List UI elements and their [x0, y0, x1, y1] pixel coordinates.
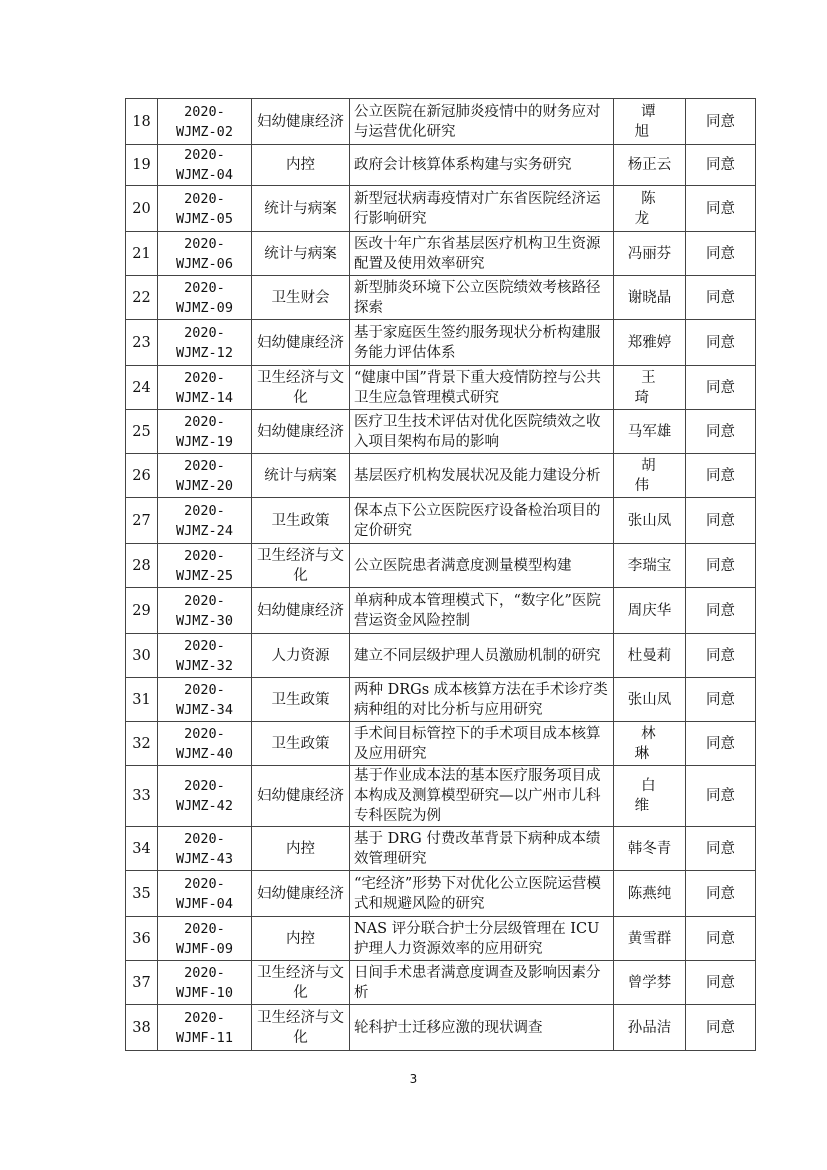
- review-result: 同意: [686, 366, 756, 410]
- review-result: 同意: [686, 276, 756, 320]
- page-number: 3: [409, 1072, 418, 1086]
- project-title: 基于作业成本法的基本医疗服务项目成本构成及测算模型研究—以广州市儿科专科医院为例: [350, 766, 614, 827]
- project-code: [158, 276, 252, 320]
- project-code-line: 2020-: [184, 235, 225, 252]
- project-code: [158, 871, 252, 917]
- project-title: 政府会计核算体系构建与实务研究: [350, 145, 614, 186]
- project-category: 卫生政策: [252, 498, 350, 544]
- project-title: 医疗卫生技术评估对优化医院绩效之收入项目架构布局的影响: [350, 410, 614, 454]
- project-title: 公立医院在新冠肺炎疫情中的财务应对与运营优化研究: [350, 99, 614, 145]
- project-title: 公立医院患者满意度测量模型构建: [350, 544, 614, 588]
- project-code-line: 2020-: [184, 369, 225, 386]
- project-category: 妇幼健康经济: [252, 320, 350, 366]
- review-result: 同意: [686, 1005, 756, 1051]
- table-row: [126, 99, 756, 145]
- project-code: [158, 544, 252, 588]
- review-result: 同意: [686, 678, 756, 722]
- project-code-line: 2020-: [184, 681, 225, 698]
- project-title: 基于 DRG 付费改革背景下病种成本绩效管理研究: [350, 827, 614, 871]
- table-row: [126, 871, 756, 917]
- project-code-line: WJMF-04: [176, 895, 233, 912]
- project-category: 卫生经济与文化: [252, 961, 350, 1005]
- table-row: [126, 186, 756, 232]
- project-code-line: 2020-: [184, 920, 225, 937]
- project-code-line: 2020-: [184, 830, 225, 847]
- project-code-line: 2020-: [184, 637, 225, 654]
- project-leader: 陈龙: [614, 186, 686, 232]
- project-category: 卫生经济与文化: [252, 544, 350, 588]
- project-leader: 陈燕纯: [614, 871, 686, 917]
- project-title: 基层医疗机构发展状况及能力建设分析: [350, 454, 614, 498]
- table-row: [126, 498, 756, 544]
- project-leader: 曾学棼: [614, 961, 686, 1005]
- project-code-line: 2020-: [184, 725, 225, 742]
- project-code-line: WJMZ-06: [176, 255, 233, 272]
- project-leader: 郑雅婷: [614, 320, 686, 366]
- project-code-line: 2020-: [184, 147, 225, 163]
- project-code: [158, 766, 252, 827]
- project-title: 保本点下公立医院医疗设备检治项目的定价研究: [350, 498, 614, 544]
- review-result: 同意: [686, 722, 756, 766]
- project-code-line: WJMZ-09: [176, 299, 233, 316]
- row-number: 37: [126, 961, 158, 1005]
- project-leader: 张山凤: [614, 678, 686, 722]
- table-row: [126, 366, 756, 410]
- project-code: [158, 1005, 252, 1051]
- row-number: 38: [126, 1005, 158, 1051]
- review-result: 同意: [686, 917, 756, 961]
- project-code-line: 2020-: [184, 190, 225, 207]
- project-category: 统计与病案: [252, 232, 350, 276]
- project-category: 卫生经济与文化: [252, 1005, 350, 1051]
- row-number: 28: [126, 544, 158, 588]
- row-number: 29: [126, 588, 158, 634]
- project-leader: 黄雪群: [614, 917, 686, 961]
- project-title: 医改十年广东省基层医疗机构卫生资源配置及使用效率研究: [350, 232, 614, 276]
- review-result: 同意: [686, 232, 756, 276]
- table-row: [126, 232, 756, 276]
- project-category: 妇幼健康经济: [252, 871, 350, 917]
- table-row: [126, 544, 756, 588]
- table-row: [126, 454, 756, 498]
- table-row: [126, 320, 756, 366]
- project-category: 妇幼健康经济: [252, 766, 350, 827]
- project-leader: 杜曼莉: [614, 634, 686, 678]
- project-leader: 白维: [614, 766, 686, 827]
- project-leader: 王琦: [614, 366, 686, 410]
- project-category: 内控: [252, 827, 350, 871]
- table-row: [126, 276, 756, 320]
- project-code-line: 2020-: [184, 103, 225, 120]
- project-category: 内控: [252, 145, 350, 186]
- project-code-line: 2020-: [184, 592, 225, 609]
- project-code-line: WJMZ-20: [176, 477, 233, 494]
- project-title: 两种 DRGs 成本核算方法在手术诊疗类病种组的对比分析与应用研究: [350, 678, 614, 722]
- project-code-line: WJMZ-05: [176, 210, 233, 227]
- project-code-line: WJMZ-04: [176, 167, 233, 183]
- row-number: 21: [126, 232, 158, 276]
- row-number: 31: [126, 678, 158, 722]
- table-body: [126, 99, 756, 1051]
- table-row: [126, 961, 756, 1005]
- project-code: [158, 454, 252, 498]
- project-code-line: WJMF-11: [176, 1029, 233, 1046]
- table-row: [126, 1005, 756, 1051]
- project-leader: 张山凤: [614, 498, 686, 544]
- project-code-line: 2020-: [184, 778, 225, 794]
- project-title: 单病种成本管理模式下，“数字化”医院营运资金风险控制: [350, 588, 614, 634]
- review-result: 同意: [686, 498, 756, 544]
- project-code-line: 2020-: [184, 1009, 225, 1026]
- row-number: 30: [126, 634, 158, 678]
- row-number: 19: [126, 145, 158, 186]
- project-leader: 韩冬青: [614, 827, 686, 871]
- row-number: 35: [126, 871, 158, 917]
- project-title: “宅经济”形势下对优化公立医院运营模式和规避风险的研究: [350, 871, 614, 917]
- review-result: 同意: [686, 634, 756, 678]
- table-row: [126, 634, 756, 678]
- row-number: 27: [126, 498, 158, 544]
- project-code: [158, 99, 252, 145]
- project-leader: 胡伟: [614, 454, 686, 498]
- project-title: 轮科护士迁移应激的现状调查: [350, 1005, 614, 1051]
- project-leader: 杨正云: [614, 145, 686, 186]
- table-row: [126, 827, 756, 871]
- project-leader: 马军雄: [614, 410, 686, 454]
- project-code-line: WJMF-10: [176, 984, 233, 1001]
- project-code: [158, 498, 252, 544]
- project-category: 统计与病案: [252, 186, 350, 232]
- project-code: [158, 917, 252, 961]
- project-code-line: 2020-: [184, 547, 225, 564]
- project-code: [158, 722, 252, 766]
- table-row: [126, 917, 756, 961]
- review-result: 同意: [686, 766, 756, 827]
- project-code-line: 2020-: [184, 324, 225, 341]
- project-category: 卫生财会: [252, 276, 350, 320]
- project-title: 新型肺炎环境下公立医院绩效考核路径探索: [350, 276, 614, 320]
- project-code-line: WJMZ-24: [176, 522, 233, 539]
- row-number: 23: [126, 320, 158, 366]
- review-result: 同意: [686, 827, 756, 871]
- project-code-line: WJMZ-14: [176, 389, 233, 406]
- project-leader: 冯丽芬: [614, 232, 686, 276]
- project-code: [158, 410, 252, 454]
- project-category: 内控: [252, 917, 350, 961]
- table-row: [126, 722, 756, 766]
- review-result: 同意: [686, 145, 756, 186]
- review-result: 同意: [686, 544, 756, 588]
- project-category: 妇幼健康经济: [252, 588, 350, 634]
- table-row: [126, 410, 756, 454]
- project-title: 手术间目标管控下的手术项目成本核算及应用研究: [350, 722, 614, 766]
- review-result: 同意: [686, 410, 756, 454]
- project-category: 妇幼健康经济: [252, 99, 350, 145]
- project-title: 建立不同层级护理人员激励机制的研究: [350, 634, 614, 678]
- review-result: 同意: [686, 99, 756, 145]
- row-number: 25: [126, 410, 158, 454]
- review-result: 同意: [686, 320, 756, 366]
- project-category: 妇幼健康经济: [252, 410, 350, 454]
- project-code-line: 2020-: [184, 413, 225, 430]
- row-number: 34: [126, 827, 158, 871]
- project-code-line: 2020-: [184, 457, 225, 474]
- project-code-line: 2020-: [184, 279, 225, 296]
- project-category: 卫生政策: [252, 678, 350, 722]
- review-result: 同意: [686, 961, 756, 1005]
- project-code-line: WJMZ-42: [176, 798, 233, 814]
- table-row: [126, 145, 756, 186]
- row-number: 26: [126, 454, 158, 498]
- project-category: 卫生经济与文化: [252, 366, 350, 410]
- row-number: 32: [126, 722, 158, 766]
- project-leader: 李瑞宝: [614, 544, 686, 588]
- table-row: [126, 678, 756, 722]
- project-title: “健康中国”背景下重大疫情防控与公共卫生应急管理模式研究: [350, 366, 614, 410]
- project-code: [158, 634, 252, 678]
- project-code-line: WJMZ-30: [176, 612, 233, 629]
- project-code: [158, 232, 252, 276]
- project-code: [158, 678, 252, 722]
- project-leader: 谭旭: [614, 99, 686, 145]
- project-code: [158, 320, 252, 366]
- project-code-line: 2020-: [184, 502, 225, 519]
- project-title: 日间手术患者满意度调查及影响因素分析: [350, 961, 614, 1005]
- row-number: 22: [126, 276, 158, 320]
- project-code-line: WJMF-09: [176, 940, 233, 957]
- row-number: 33: [126, 766, 158, 827]
- row-number: 24: [126, 366, 158, 410]
- project-code-line: WJMZ-34: [176, 701, 233, 718]
- project-leader: 谢晓晶: [614, 276, 686, 320]
- project-code-line: WJMZ-25: [176, 567, 233, 584]
- row-number: 36: [126, 917, 158, 961]
- project-category: 卫生政策: [252, 722, 350, 766]
- project-code: [158, 366, 252, 410]
- project-code-line: WJMZ-32: [176, 657, 233, 674]
- project-code-line: 2020-: [184, 875, 225, 892]
- review-result: 同意: [686, 588, 756, 634]
- project-code-line: WJMZ-12: [176, 344, 233, 361]
- project-leader: 周庆华: [614, 588, 686, 634]
- project-code-line: 2020-: [184, 964, 225, 981]
- review-result: 同意: [686, 871, 756, 917]
- project-category: 人力资源: [252, 634, 350, 678]
- project-title: NAS 评分联合护士分层级管理在 ICU 护理人力资源效率的应用研究: [350, 917, 614, 961]
- project-leader: 林琳: [614, 722, 686, 766]
- project-code: [158, 588, 252, 634]
- project-title: 新型冠状病毒疫情对广东省医院经济运行影响研究: [350, 186, 614, 232]
- project-code-line: WJMZ-40: [176, 745, 233, 762]
- project-approval-table: [125, 98, 756, 1051]
- review-result: 同意: [686, 186, 756, 232]
- project-code: [158, 186, 252, 232]
- project-title: 基于家庭医生签约服务现状分析构建服务能力评估体系: [350, 320, 614, 366]
- table-row: [126, 766, 756, 827]
- review-result: 同意: [686, 454, 756, 498]
- table-row: [126, 588, 756, 634]
- row-number: 20: [126, 186, 158, 232]
- project-code-line: WJMZ-19: [176, 433, 233, 450]
- project-code: [158, 827, 252, 871]
- project-code-line: WJMZ-43: [176, 850, 233, 867]
- project-code: [158, 961, 252, 1005]
- project-leader: 孙品洁: [614, 1005, 686, 1051]
- project-code-line: WJMZ-02: [176, 123, 233, 140]
- project-category: 统计与病案: [252, 454, 350, 498]
- project-code: [158, 145, 252, 186]
- row-number: 18: [126, 99, 158, 145]
